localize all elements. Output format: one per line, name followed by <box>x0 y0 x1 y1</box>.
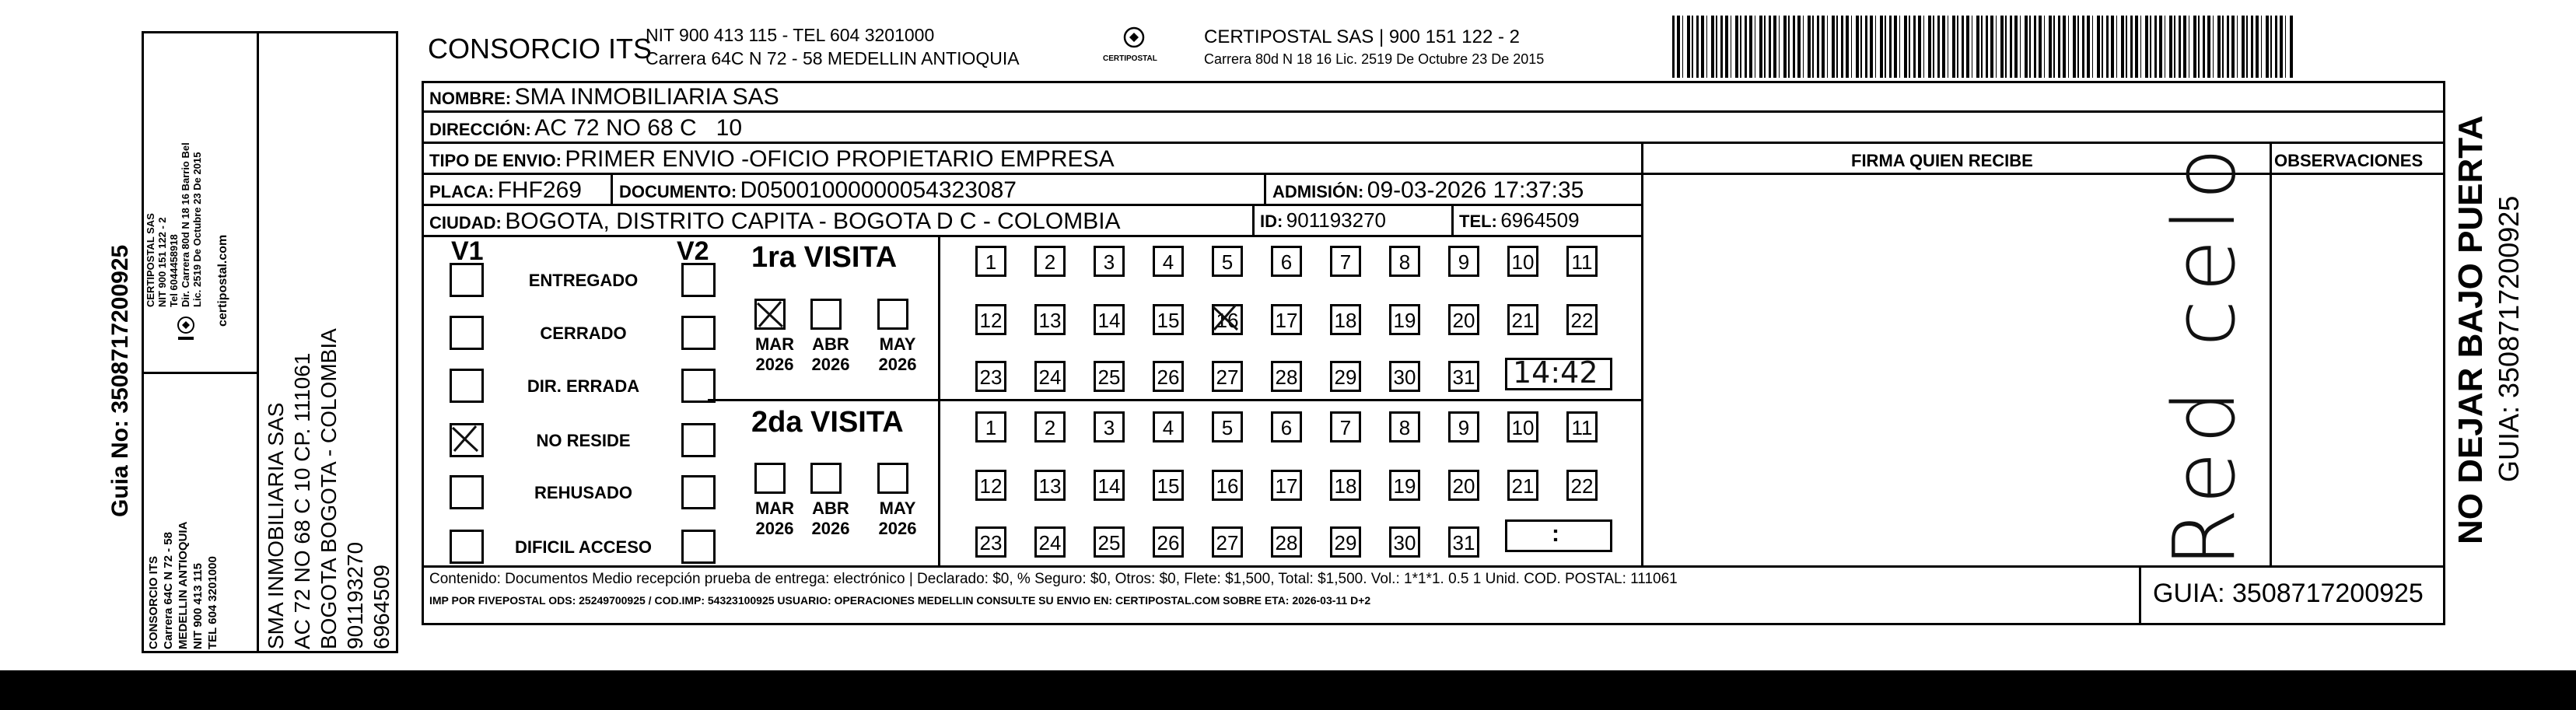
day-box[interactable]: 22 <box>1566 470 1598 501</box>
v1-checkbox[interactable] <box>450 263 484 297</box>
row-line <box>422 142 2445 144</box>
day-box[interactable]: 17 <box>1271 470 1302 501</box>
nombre-value: SMA INMOBILIARIA SAS <box>514 84 779 110</box>
day-box[interactable]: 4 <box>1153 246 1184 277</box>
firma-label: FIRMA QUIEN RECIBE <box>1851 151 2033 170</box>
placa-value: FHF269 <box>497 177 582 203</box>
month-checkbox[interactable] <box>754 463 786 494</box>
status-option-label: NO RESIDE <box>536 431 631 450</box>
day-box[interactable]: 26 <box>1153 526 1184 558</box>
stub-certipostal-block <box>145 142 203 307</box>
col-line <box>2270 142 2272 567</box>
courier-name: CERTIPOSTAL SAS | 900 151 122 - 2 <box>1204 26 1520 47</box>
day-box[interactable]: 10 <box>1507 411 1538 442</box>
v1-checkbox[interactable] <box>450 369 484 403</box>
stub-sender-line: NIT 900 413 115 <box>191 563 205 649</box>
month-checkbox[interactable] <box>877 463 908 494</box>
documento-value: D05001000000054323087 <box>740 177 1017 203</box>
stub-sender-line: Carrera 64C N 72 - 58 <box>162 532 175 649</box>
stub-certipostal-logo-icon <box>176 315 196 346</box>
nombre-label: NOMBRE: <box>429 89 512 108</box>
day-box[interactable]: 19 <box>1389 470 1420 501</box>
day-box[interactable]: 23 <box>975 526 1006 558</box>
first-visit-time: 14:42 <box>1513 355 1598 390</box>
month-label: ABR <box>812 498 849 518</box>
day-box[interactable]: 18 <box>1330 470 1361 501</box>
stub-recipient-line: BOGOTA BOGOTA - COLOMBIA <box>317 328 341 649</box>
month-label: MAY <box>879 498 916 518</box>
tipo-envio-value: PRIMER ENVIO -OFICIO PROPIETARIO EMPRESA <box>565 146 1115 172</box>
day-box[interactable]: 25 <box>1094 526 1125 558</box>
ciudad-value: BOGOTA, DISTRITO CAPITA - BOGOTA D C - COLOMBIA <box>505 208 1121 234</box>
day-box[interactable]: 19 <box>1389 304 1420 335</box>
stub-certipostal-line: Lic. 2519 De Octubre 23 De 2015 <box>191 152 203 307</box>
nombre-row <box>429 84 779 110</box>
company-address: Carrera 64C N 72 - 58 MEDELLIN ANTIOQUIA <box>646 48 1020 68</box>
day-box[interactable]: 4 <box>1153 411 1184 442</box>
v2-checkbox[interactable] <box>681 369 716 403</box>
col-line <box>1641 142 1643 567</box>
first-visit-title: 1ra VISITA <box>751 241 898 274</box>
v2-checkbox[interactable] <box>681 316 716 350</box>
day-box[interactable]: 27 <box>1212 361 1243 392</box>
day-box[interactable]: 20 <box>1448 304 1479 335</box>
day-box[interactable]: 27 <box>1212 526 1243 558</box>
month-label: MAR <box>754 498 795 518</box>
second-visit-time-placeholder: : <box>1552 521 1559 547</box>
row-line <box>422 173 2445 175</box>
year-label: 2026 <box>878 355 917 374</box>
day-box[interactable]: 21 <box>1507 470 1538 501</box>
no-dejar-bajo-puerta: NO DEJAR BAJO PUERTA <box>2452 115 2490 544</box>
direccion-label: DIRECCIÓN: <box>429 120 531 139</box>
second-visit-title: 2da VISITA <box>751 406 904 439</box>
v2-label: V2 <box>677 236 709 266</box>
day-box[interactable]: 12 <box>975 470 1006 501</box>
month-label: ABR <box>812 334 849 354</box>
id-label: ID: <box>1260 212 1283 231</box>
admision-value: 09-03-2026 17:37:35 <box>1367 177 1584 203</box>
day-check-mark <box>1212 304 1243 335</box>
stub-recipient-line: AC 72 NO 68 C 10 CP. 111061 <box>290 352 314 649</box>
tel-row <box>1459 208 1580 233</box>
day-box[interactable]: 10 <box>1507 246 1538 277</box>
v2-checkbox[interactable] <box>681 475 716 509</box>
v2-checkbox[interactable] <box>681 263 716 297</box>
year-label: 2026 <box>755 355 794 374</box>
day-box[interactable]: 6 <box>1271 411 1302 442</box>
stub-divider-horizontal <box>142 372 258 374</box>
year-label: 2026 <box>811 355 850 374</box>
day-box[interactable]: 7 <box>1330 246 1361 277</box>
tel-value: 6964509 <box>1500 208 1580 232</box>
handwritten-signature: Red celo <box>2154 140 2254 568</box>
day-box[interactable]: 2 <box>1034 246 1066 277</box>
observaciones-label: OBSERVACIONES <box>2274 151 2424 170</box>
admision-row <box>1272 177 1584 204</box>
documento-row <box>619 177 1017 204</box>
status-option-label: REHUSADO <box>534 483 632 502</box>
direccion-value: AC 72 NO 68 C 10 <box>534 115 743 141</box>
admision-label: ADMISIÓN: <box>1272 182 1364 201</box>
stub-recipient-line: SMA INMOBILIARIA SAS <box>264 402 288 649</box>
month-checkbox[interactable] <box>877 299 908 330</box>
day-box[interactable]: 1 <box>975 246 1006 277</box>
day-box[interactable]: 24 <box>1034 526 1066 558</box>
day-box[interactable]: 6 <box>1271 246 1302 277</box>
v1-checkbox[interactable] <box>450 475 484 509</box>
day-box[interactable]: 2 <box>1034 411 1066 442</box>
day-box[interactable]: 15 <box>1153 470 1184 501</box>
year-label: 2026 <box>755 519 794 538</box>
status-option-label: DIR. ERRADA <box>527 376 640 396</box>
day-box[interactable]: 20 <box>1448 470 1479 501</box>
day-box[interactable]: 16 <box>1212 304 1243 335</box>
day-box[interactable]: 3 <box>1094 246 1125 277</box>
day-box[interactable]: 16 <box>1212 470 1243 501</box>
logo-caption: CERTIPOSTAL <box>1103 54 1157 63</box>
day-box[interactable]: 11 <box>1566 246 1598 277</box>
stub-recipient-line: 6964509 <box>369 564 394 649</box>
day-box[interactable]: 21 <box>1507 304 1538 335</box>
day-box[interactable]: 11 <box>1566 411 1598 442</box>
day-box[interactable]: 8 <box>1389 246 1420 277</box>
day-box[interactable]: 24 <box>1034 361 1066 392</box>
tipo-envio-label: TIPO DE ENVIO: <box>429 151 562 170</box>
day-box[interactable]: 31 <box>1448 526 1479 558</box>
stub-certipostal-line: CERTIPOSTAL SAS <box>145 213 156 307</box>
company-nit: NIT 900 413 115 - TEL 604 3201000 <box>646 25 935 45</box>
stub-certipostal-line: NIT 900 151 122 - 2 <box>156 217 168 307</box>
ciudad-label: CIUDAD: <box>429 213 502 233</box>
day-box[interactable]: 31 <box>1448 361 1479 392</box>
stub-sender-line: TEL 604 3201000 <box>206 556 219 649</box>
month-label: MAY <box>879 334 916 354</box>
id-row <box>1260 208 1386 233</box>
footer-guia: GUIA: 3508717200925 <box>2153 579 2424 608</box>
day-box[interactable]: 28 <box>1271 526 1302 558</box>
v1-checkbox[interactable] <box>450 316 484 350</box>
tel-label: TEL: <box>1459 212 1497 231</box>
col-line <box>611 173 613 204</box>
day-box[interactable]: 25 <box>1094 361 1125 392</box>
tipo-envio-row <box>429 146 1115 173</box>
day-box[interactable]: 14 <box>1094 470 1125 501</box>
stub-recipient-line: 901193270 <box>343 541 367 649</box>
barcode <box>1672 16 2294 78</box>
status-option-label: DIFICIL ACCESO <box>514 537 652 557</box>
col-line <box>1252 204 1255 235</box>
day-box[interactable]: 29 <box>1330 361 1361 392</box>
stub-sender-line: CONSORCIO ITS <box>147 555 160 649</box>
stub-sender-line: MEDELLIN ANTIOQUIA <box>177 521 190 649</box>
day-box[interactable]: 9 <box>1448 411 1479 442</box>
placa-row <box>429 177 582 204</box>
stub-certipostal-line: Tel 6044458918 <box>168 234 180 307</box>
day-box[interactable]: 13 <box>1034 304 1066 335</box>
day-box[interactable]: 14 <box>1094 304 1125 335</box>
day-box[interactable]: 23 <box>975 361 1006 392</box>
year-label: 2026 <box>811 519 850 538</box>
day-box[interactable]: 7 <box>1330 411 1361 442</box>
month-checkbox[interactable] <box>810 463 842 494</box>
scan-edge-band <box>0 670 2576 710</box>
day-box[interactable]: 12 <box>975 304 1006 335</box>
row-line <box>422 110 2445 113</box>
stub-guia-number: Guia No: 3508717200925 <box>107 244 133 517</box>
day-box[interactable]: 5 <box>1212 411 1243 442</box>
day-box[interactable]: 9 <box>1448 246 1479 277</box>
day-box[interactable]: 18 <box>1330 304 1361 335</box>
day-box[interactable]: 8 <box>1389 411 1420 442</box>
certipostal-logo-icon <box>1111 26 1157 53</box>
v1-checkbox[interactable] <box>450 423 484 457</box>
row-line <box>422 204 1641 206</box>
v2-checkbox[interactable] <box>681 423 716 457</box>
day-box[interactable]: 3 <box>1094 411 1125 442</box>
side-guia: GUIA: 3508717200925 <box>2493 195 2525 482</box>
v2-checkbox[interactable] <box>681 530 716 564</box>
row-line <box>422 235 1641 237</box>
placa-label: PLACA: <box>429 182 495 201</box>
stub-sender-block <box>146 522 220 649</box>
company-name: CONSORCIO ITS <box>428 33 653 65</box>
courier-address: Carrera 80d N 18 16 Lic. 2519 De Octubre 23 De 2015 <box>1204 51 1545 67</box>
id-value: 901193270 <box>1286 208 1386 232</box>
day-box[interactable]: 22 <box>1566 304 1598 335</box>
day-box[interactable]: 1 <box>975 411 1006 442</box>
col-line <box>1451 204 1454 235</box>
ciudad-row <box>429 208 1121 235</box>
v1-label: V1 <box>451 236 484 266</box>
col-line <box>2139 565 2141 625</box>
stub-recipient-block <box>263 328 395 649</box>
month-label: MAR <box>754 334 795 354</box>
stub-divider-vertical <box>257 31 259 653</box>
contenido-text: Contenido: Documentos Medio recepción prueba de entrega: electrónico | Declarado: $0, % Seguro: $0, Otros: $0, Flete: $1,500, Total: $1,500. Vol.: 1*1*1. 0.5 1 Unid. COD. POSTAL: 111061 <box>429 571 1678 587</box>
day-box[interactable]: 17 <box>1271 304 1302 335</box>
col-line <box>1264 173 1266 204</box>
footer-line <box>422 565 2445 568</box>
day-box[interactable]: 29 <box>1330 526 1361 558</box>
status-option-label: CERRADO <box>540 324 627 343</box>
day-box[interactable]: 5 <box>1212 246 1243 277</box>
month-checkbox[interactable] <box>754 299 786 330</box>
day-box[interactable]: 13 <box>1034 470 1066 501</box>
imp-text: IMP POR FIVEPOSTAL ODS: 25249700925 / COD.IMP: 54323100925 USUARIO: OPERACIONES MEDELLIN CONSULTE SU ENVIO EN: CERTIPOSTAL.COM SOBRE ETA: 2026-03-11 D+2 <box>429 594 1371 607</box>
day-box[interactable]: 15 <box>1153 304 1184 335</box>
stub-website: certipostal.com <box>216 234 229 327</box>
year-label: 2026 <box>878 519 917 538</box>
day-box[interactable]: 26 <box>1153 361 1184 392</box>
direccion-row <box>429 115 742 142</box>
documento-label: DOCUMENTO: <box>619 182 737 201</box>
status-option-label: ENTREGADO <box>528 271 639 290</box>
day-box[interactable]: 30 <box>1389 526 1420 558</box>
day-box[interactable]: 28 <box>1271 361 1302 392</box>
stub-certipostal-line: Dir. Carrera 80d N 18 16 Barrio Bel <box>180 142 191 307</box>
day-box[interactable]: 30 <box>1389 361 1420 392</box>
visit-divider <box>708 399 1641 401</box>
v1-checkbox[interactable] <box>450 530 484 564</box>
month-checkbox[interactable] <box>810 299 842 330</box>
